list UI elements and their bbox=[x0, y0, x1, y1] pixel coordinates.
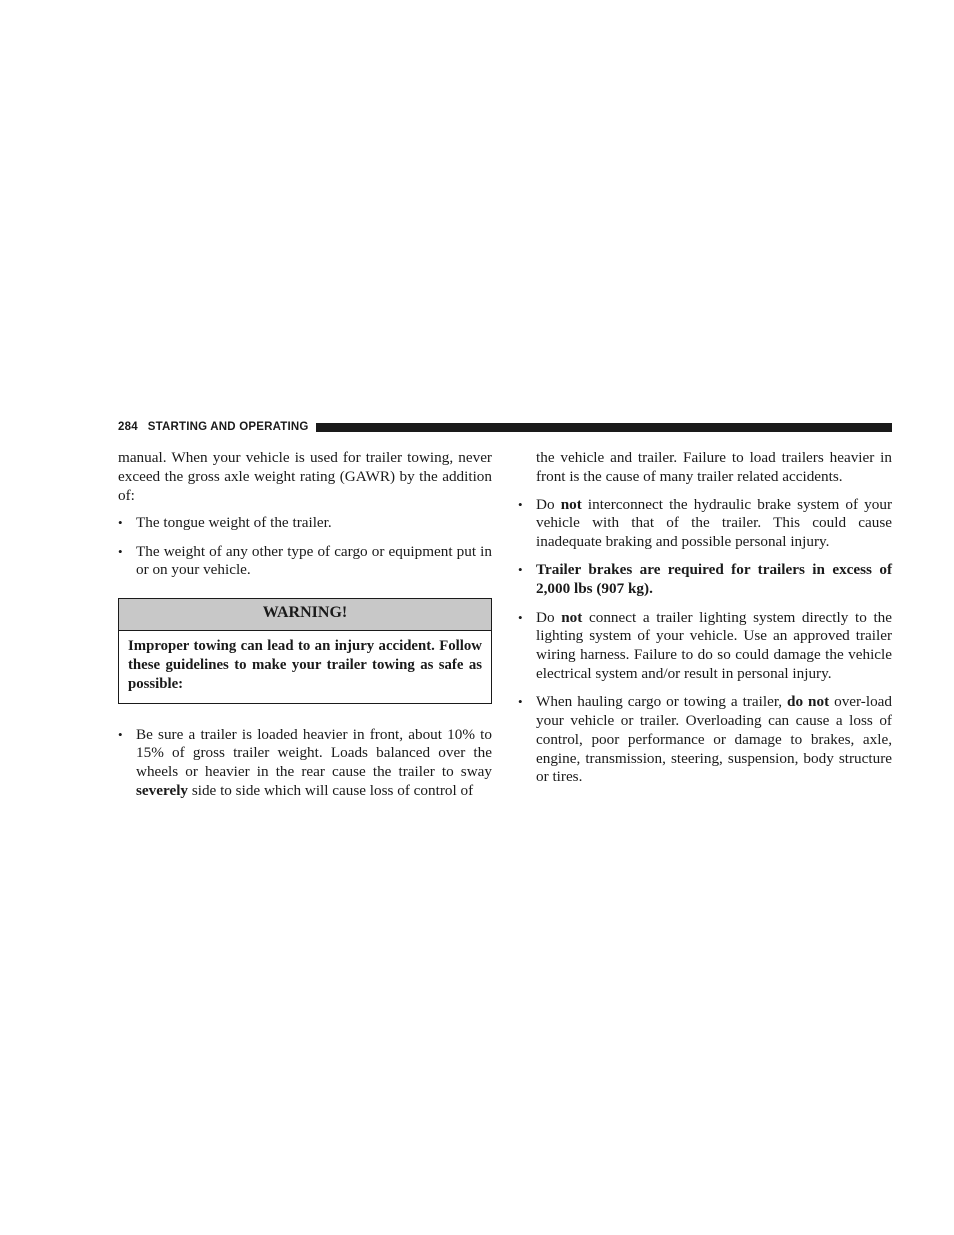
bullet-text: The tongue weight of the trailer. bbox=[136, 514, 332, 532]
text-segment: side to side which will cause loss of control of bbox=[188, 782, 474, 800]
emphasis-text: severely bbox=[136, 782, 189, 800]
text-segment: connect a trailer lighting system directly to the lighting system of your vehicle. Use an approved trailer wiring harness. Failure to do so could damage the vehicle electrical system and/or result in personal injury. bbox=[536, 608, 892, 682]
text-segment: Do bbox=[536, 495, 561, 513]
bullet-text bbox=[536, 693, 892, 787]
page-number: 284 bbox=[118, 421, 138, 433]
right-column bbox=[518, 449, 892, 797]
text-segment: interconnect the hydraulic brake system of your vehicle with that of the trailer. This could cause inadequate braking and possible personal injury. bbox=[536, 495, 892, 551]
bullet-text: The weight of any other type of cargo or equipment put in or on your vehicle. bbox=[136, 542, 492, 579]
header-rule-bar bbox=[316, 423, 892, 432]
list-item bbox=[518, 693, 892, 787]
bullet-icon: • bbox=[518, 562, 523, 578]
bullet-icon: • bbox=[518, 609, 523, 625]
list-item bbox=[118, 726, 492, 801]
bullet-text bbox=[536, 496, 892, 552]
bullet-icon: • bbox=[118, 726, 123, 742]
warning-box bbox=[118, 598, 492, 703]
list-item bbox=[518, 561, 892, 599]
bullet-icon: • bbox=[518, 496, 523, 512]
section-title: STARTING AND OPERATING bbox=[147, 421, 309, 433]
page-header bbox=[118, 419, 892, 435]
intro-paragraph: manual. When your vehicle is used for trailer towing, never exceed the gross axle weight rating (GAWR) by the addition of: bbox=[118, 449, 492, 504]
emphasis-text: not bbox=[561, 608, 583, 626]
bullet-text bbox=[536, 609, 892, 684]
left-column bbox=[118, 449, 492, 810]
list-item bbox=[518, 496, 892, 552]
list-item bbox=[118, 514, 492, 533]
text-segment: over-load your vehicle or trailer. Overloading can cause a loss of control, poor performance or damage to brakes, axle, engine, transmission, steering, suspension, body structure or tires. bbox=[536, 693, 893, 786]
continuation-paragraph: the vehicle and trailer. Failure to load trailers heavier in front is the cause of many trailer related accidents. bbox=[536, 449, 892, 485]
text-segment: Be sure a trailer is loaded heavier in front, about 10% to 15% of gross trailer weight. Loads balanced over the wheels or heavier in the rear cause the trailer to sway bbox=[136, 725, 492, 781]
list-item bbox=[118, 543, 492, 581]
emphasis-text: not bbox=[560, 495, 582, 513]
bullet-icon: • bbox=[118, 543, 123, 559]
bullet-text: Trailer brakes are required for trailers in excess of 2,000 lbs (907 kg). bbox=[536, 561, 892, 598]
warning-body: Improper towing can lead to an injury accident. Follow these guidelines to make your trailer towing as safe as possible: bbox=[128, 638, 482, 692]
list-item bbox=[518, 609, 892, 684]
text-segment: When hauling cargo or towing a trailer, bbox=[536, 693, 788, 711]
bullet-icon: • bbox=[118, 515, 123, 531]
bullet-icon: • bbox=[518, 694, 523, 710]
text-segment: Do bbox=[536, 608, 562, 626]
bullet-text bbox=[136, 726, 492, 801]
warning-title: WARNING! bbox=[119, 599, 491, 631]
emphasis-text: do not bbox=[787, 693, 830, 711]
